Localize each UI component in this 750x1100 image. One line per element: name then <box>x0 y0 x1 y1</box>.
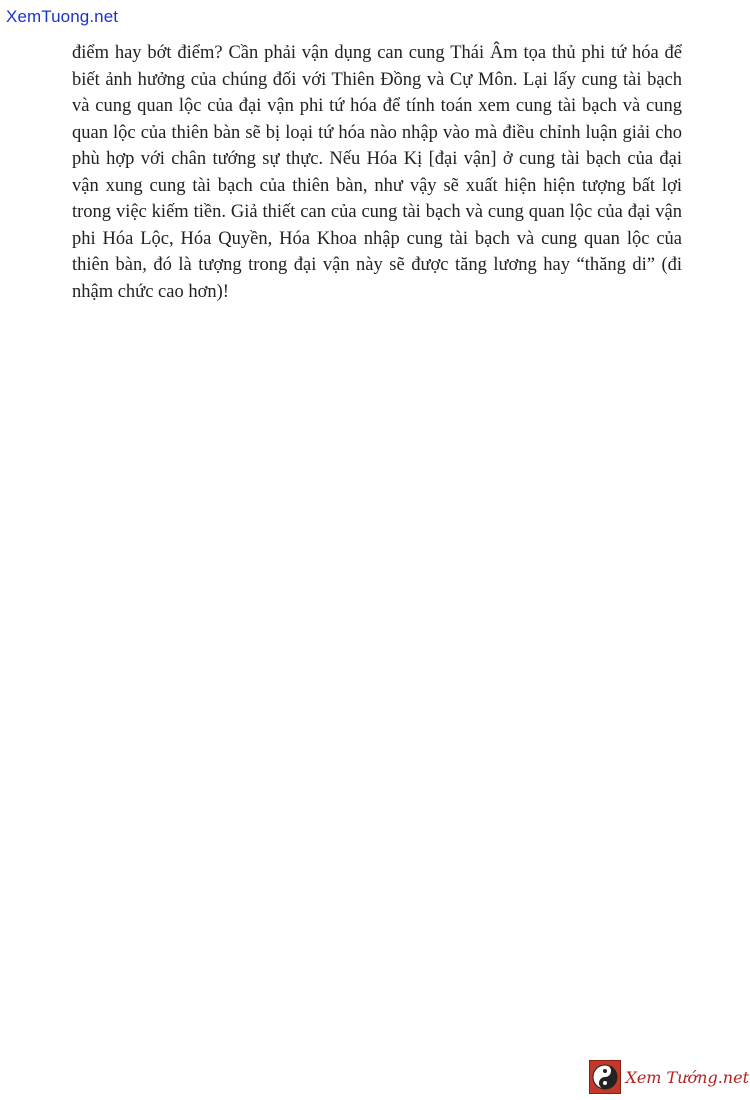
site-logo <box>589 1057 749 1097</box>
site-label: XemTuong.net <box>6 7 119 26</box>
body-paragraph: điểm hay bớt điểm? Cần phải vận dụng can cung Thái Âm tọa thủ phi tứ hóa để biết ảnh hưởng của chúng đối với Thiên Đồng và Cự Môn. Lại lấy cung tài bạch và cung quan lộc của đại vận phi tứ hóa để tính toán xem cung tài bạch và cung quan lộc của thiên bàn sẽ bị loại tứ hóa nào nhập vào mà điều chỉnh luận giải cho phù hợp với chân tướng sự thực. Nếu Hóa Kị [đại vận] ở cung tài bạch của đại vận xung cung tài bạch của thiên bàn, như vậy sẽ xuất hiện hiện tượng bất lợi trong việc kiếm tiền. Giả thiết can của cung tài bạch và cung quan lộc của đại vận phi Hóa Lộc, Hóa Quyền, Hóa Khoa nhập cung tài bạch và cung quan lộc của thiên bàn, đó là tượng trong đại vận này sẽ được tăng lương hay “thăng di” (đi nhậm chức cao hơn)! <box>72 43 682 302</box>
yin-yang-icon <box>589 1060 621 1094</box>
logo-text: Xem Tướng.net <box>625 1067 749 1087</box>
page-text <box>72 40 682 305</box>
